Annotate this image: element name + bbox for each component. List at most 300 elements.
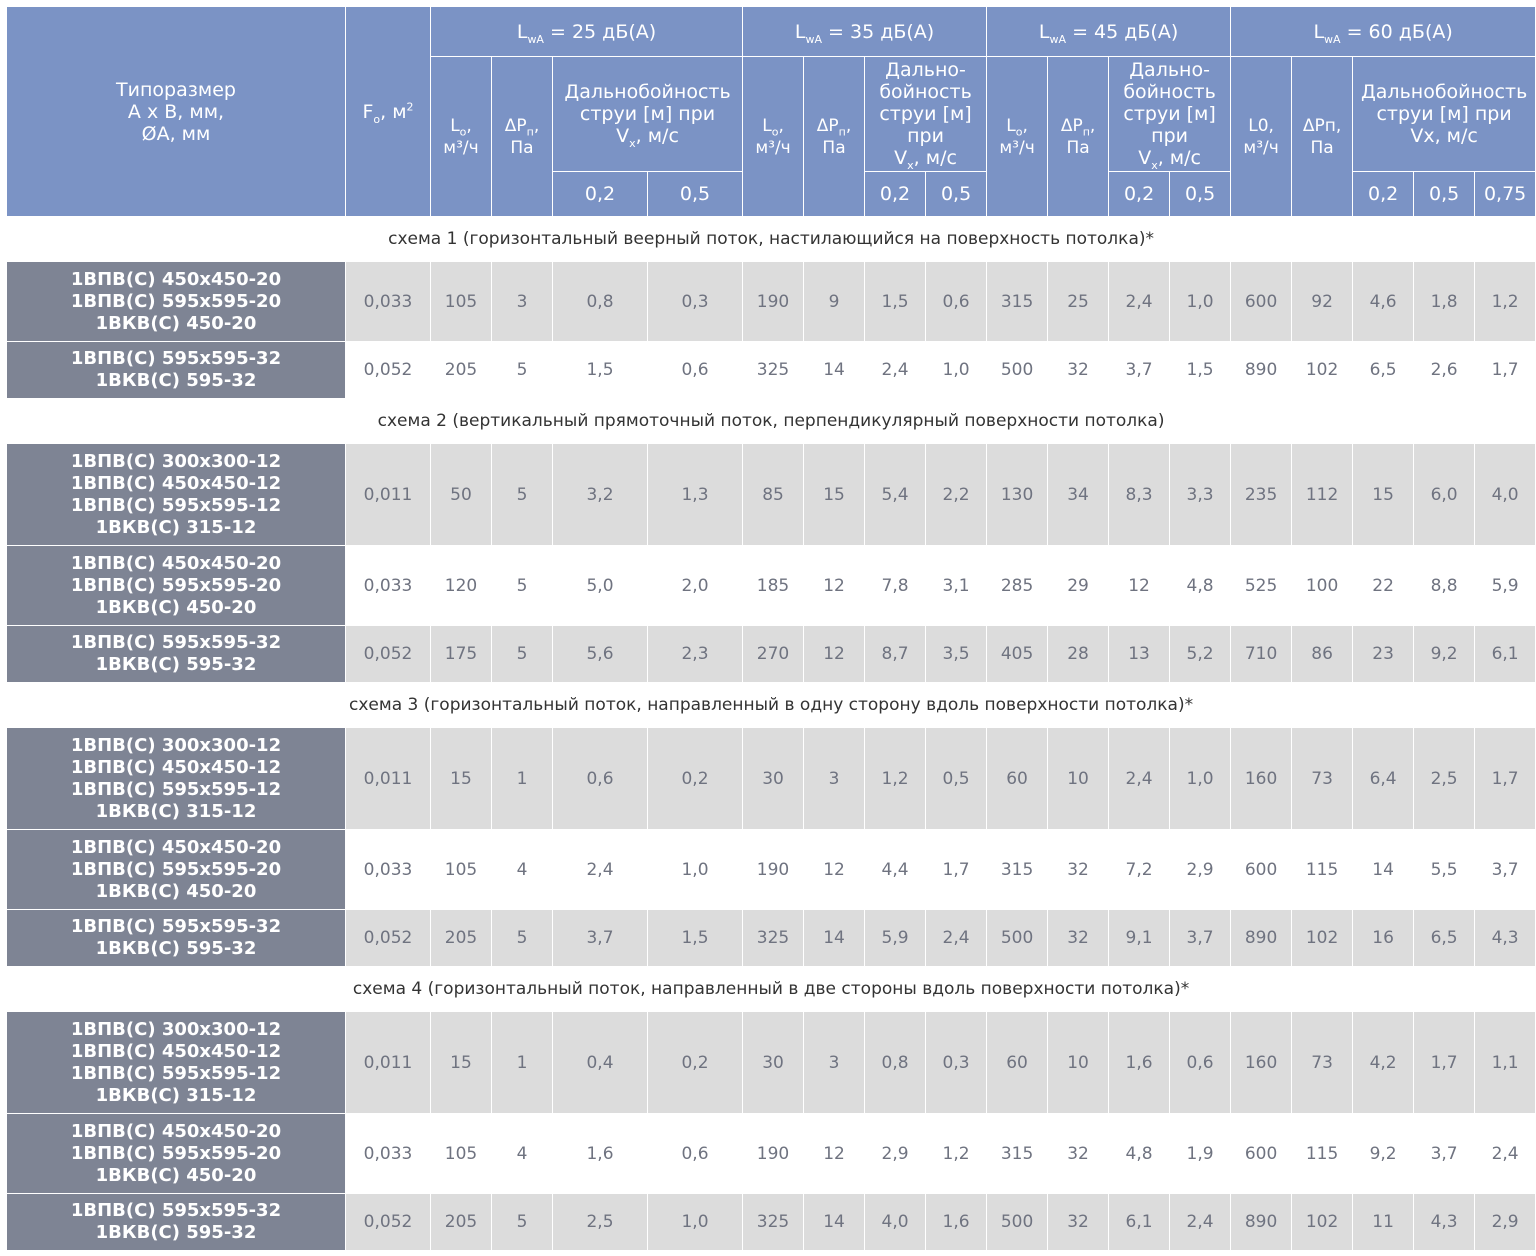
model-name-cell xyxy=(7,1194,346,1251)
model-name: 1ВПВ(С) 300х300-12 xyxy=(70,450,282,472)
flow-unit: м³/ч xyxy=(755,137,791,158)
value-cell: 2,9 xyxy=(865,1114,926,1194)
scheme-row xyxy=(7,683,1536,728)
value-cell: 5 xyxy=(492,546,553,626)
value-cell: 4,3 xyxy=(1414,1194,1475,1251)
value-cell: 1,9 xyxy=(1170,1114,1231,1194)
value-cell: 5,5 xyxy=(1414,830,1475,910)
flow-header xyxy=(987,57,1048,217)
group-rest: = 45 дБ(А) xyxy=(1066,20,1179,43)
range-v-sub: x xyxy=(907,158,914,172)
model-name: 1ВКВ(С) 315-12 xyxy=(95,1084,257,1106)
model-name: 1ВПВ(С) 595х595-32 xyxy=(70,1200,282,1221)
value-cell: 5,0 xyxy=(553,546,648,626)
range-header xyxy=(1353,57,1536,172)
velocity-header: 0,2 xyxy=(553,172,648,217)
value-cell: 10 xyxy=(1048,1012,1109,1114)
range-line: Vx, м/с xyxy=(1410,125,1478,147)
range-v-rest: , м/с xyxy=(635,125,679,147)
pressure-rest: , xyxy=(845,115,852,136)
value-cell: 1,5 xyxy=(648,910,743,967)
value-cell: 1,6 xyxy=(553,1114,648,1194)
noise-group-35 xyxy=(743,7,987,57)
table-row xyxy=(7,1194,1536,1251)
flow-header xyxy=(1231,57,1292,217)
value-cell: 3,7 xyxy=(1414,1114,1475,1194)
value-cell: 4,0 xyxy=(865,1194,926,1251)
group-sub: wA xyxy=(1324,32,1341,46)
value-cell: 0,3 xyxy=(926,1012,987,1114)
value-cell: 8,8 xyxy=(1414,546,1475,626)
range-line: струи [м] при xyxy=(1376,103,1512,125)
group-prefix: L xyxy=(516,20,528,43)
model-name: 1ВКВ(С) 315-12 xyxy=(95,800,257,822)
range-v: V xyxy=(616,125,630,147)
value-cell: 5,9 xyxy=(1475,546,1536,626)
model-name-cell xyxy=(7,262,346,342)
value-cell: 0,6 xyxy=(926,262,987,342)
table-row xyxy=(7,626,1536,683)
model-name-cell xyxy=(7,728,346,830)
value-cell: 6,0 xyxy=(1414,444,1475,546)
value-cell: 890 xyxy=(1231,910,1292,967)
table-row xyxy=(7,830,1536,910)
model-name: 1ВПВ(С) 595х595-20 xyxy=(70,1142,282,1164)
model-name: 1ВПВ(С) 450х450-12 xyxy=(70,472,282,494)
value-cell: 115 xyxy=(1292,1114,1353,1194)
value-cell: 8,7 xyxy=(865,626,926,683)
value-cell: 0,033 xyxy=(346,262,431,342)
range-v-sub: x xyxy=(1151,158,1158,172)
value-cell: 12 xyxy=(804,830,865,910)
model-name: 1ВПВ(С) 595х595-12 xyxy=(70,494,282,516)
flow-main: L xyxy=(1006,115,1016,136)
model-name: 1ВПВ(С) 450х450-12 xyxy=(70,1040,282,1062)
value-cell: 0,033 xyxy=(346,830,431,910)
range-line: при xyxy=(1151,125,1188,147)
model-name-cell xyxy=(7,1114,346,1194)
value-cell: 5,2 xyxy=(1170,626,1231,683)
value-cell: 6,4 xyxy=(1353,728,1414,830)
pressure-unit: Па xyxy=(1066,137,1090,158)
value-cell: 235 xyxy=(1231,444,1292,546)
value-cell: 8,3 xyxy=(1109,444,1170,546)
value-cell: 3,3 xyxy=(1170,444,1231,546)
model-name: 1ВКВ(С) 450-20 xyxy=(95,880,257,902)
value-cell: 205 xyxy=(431,342,492,399)
velocity-header: 0,5 xyxy=(1170,172,1231,217)
value-cell: 2,4 xyxy=(553,830,648,910)
model-name: 1ВПВ(С) 595х595-12 xyxy=(70,778,282,800)
model-name: 1ВПВ(С) 595х595-20 xyxy=(70,574,282,596)
value-cell: 15 xyxy=(1353,444,1414,546)
value-cell: 2,6 xyxy=(1414,342,1475,399)
value-cell: 12 xyxy=(804,626,865,683)
value-cell: 2,4 xyxy=(1475,1114,1536,1194)
flow-header xyxy=(431,57,492,217)
value-cell: 4,0 xyxy=(1475,444,1536,546)
value-cell: 32 xyxy=(1048,910,1109,967)
group-prefix: L xyxy=(1313,20,1325,43)
pressure-rest: , xyxy=(533,115,540,136)
pressure-header xyxy=(804,57,865,217)
range-v: V xyxy=(894,147,908,169)
value-cell: 5,9 xyxy=(865,910,926,967)
range-line: при xyxy=(907,125,944,147)
scheme-title: схема 4 (горизонтальный поток, направленный в две стороны вдоль поверхности потолка)* xyxy=(7,967,1536,1012)
value-cell: 190 xyxy=(743,830,804,910)
value-cell: 190 xyxy=(743,262,804,342)
velocity-header: 0,2 xyxy=(1353,172,1414,217)
scheme-title: схема 1 (горизонтальный веерный поток, настилающийся на поверхность потолка)* xyxy=(7,217,1536,262)
value-cell: 315 xyxy=(987,262,1048,342)
value-cell: 5 xyxy=(492,910,553,967)
value-cell: 10 xyxy=(1048,728,1109,830)
range-line: Дальнобойность xyxy=(1360,81,1528,103)
table-row xyxy=(7,444,1536,546)
value-cell: 3,7 xyxy=(553,910,648,967)
model-name: 1ВПВ(С) 595х595-20 xyxy=(70,858,282,880)
value-cell: 600 xyxy=(1231,830,1292,910)
table-row xyxy=(7,342,1536,399)
pressure-line: Па xyxy=(1310,137,1334,158)
flow-main: L xyxy=(450,115,460,136)
value-cell: 190 xyxy=(743,1114,804,1194)
model-name: 1ВПВ(С) 595х595-32 xyxy=(70,348,282,369)
value-cell: 6,1 xyxy=(1109,1194,1170,1251)
value-cell: 2,9 xyxy=(1170,830,1231,910)
value-cell: 32 xyxy=(1048,830,1109,910)
value-cell: 1,7 xyxy=(926,830,987,910)
group-prefix: L xyxy=(1038,20,1050,43)
value-cell: 2,4 xyxy=(1170,1194,1231,1251)
value-cell: 73 xyxy=(1292,728,1353,830)
value-cell: 0,052 xyxy=(346,342,431,399)
model-name: 1ВКВ(С) 450-20 xyxy=(95,596,257,618)
group-rest: = 25 дБ(А) xyxy=(543,20,657,43)
value-cell: 4,2 xyxy=(1353,1012,1414,1114)
value-cell: 205 xyxy=(431,1194,492,1251)
value-cell: 0,8 xyxy=(553,262,648,342)
value-cell: 1,2 xyxy=(1475,262,1536,342)
velocity-header: 0,5 xyxy=(1414,172,1475,217)
size-header-line: ØA, мм xyxy=(141,122,211,145)
value-cell: 6,1 xyxy=(1475,626,1536,683)
value-cell: 0,4 xyxy=(553,1012,648,1114)
value-cell: 0,2 xyxy=(648,1012,743,1114)
value-cell: 14 xyxy=(804,1194,865,1251)
value-cell: 0,6 xyxy=(648,1114,743,1194)
value-cell: 2,5 xyxy=(1414,728,1475,830)
value-cell: 4 xyxy=(492,830,553,910)
value-cell: 14 xyxy=(804,342,865,399)
group-sub: wA xyxy=(527,32,544,46)
value-cell: 3,2 xyxy=(553,444,648,546)
table-row xyxy=(7,262,1536,342)
range-v-sub: x xyxy=(629,136,636,150)
range-line: струи [м] xyxy=(879,103,972,125)
value-cell: 0,2 xyxy=(648,728,743,830)
value-cell: 2,3 xyxy=(648,626,743,683)
value-cell: 405 xyxy=(987,626,1048,683)
group-sub: wA xyxy=(1049,32,1067,46)
flow-sub: o xyxy=(1015,124,1023,138)
pressure-header xyxy=(1292,57,1353,217)
value-cell: 1,8 xyxy=(1414,262,1475,342)
range-line: бойность xyxy=(879,81,972,103)
scheme-row xyxy=(7,399,1536,444)
model-name: 1ВПВ(С) 595х595-32 xyxy=(70,916,282,937)
scheme-title: схема 3 (горизонтальный поток, направленный в одну сторону вдоль поверхности потолка)* xyxy=(7,683,1536,728)
pressure-main: ΔP xyxy=(504,115,527,136)
model-name: 1ВКВ(С) 450-20 xyxy=(95,1164,257,1186)
value-cell: 3 xyxy=(804,728,865,830)
value-cell: 1,5 xyxy=(1170,342,1231,399)
value-cell: 2,4 xyxy=(1109,728,1170,830)
value-cell: 2,4 xyxy=(926,910,987,967)
value-cell: 0,3 xyxy=(648,262,743,342)
value-cell: 0,052 xyxy=(346,1194,431,1251)
table-row xyxy=(7,546,1536,626)
model-name-cell xyxy=(7,626,346,683)
value-cell: 205 xyxy=(431,910,492,967)
value-cell: 1,5 xyxy=(865,262,926,342)
value-cell: 12 xyxy=(804,1114,865,1194)
value-cell: 14 xyxy=(804,910,865,967)
flow-line: L0, xyxy=(1248,115,1274,136)
value-cell: 890 xyxy=(1231,1194,1292,1251)
value-cell: 1 xyxy=(492,1012,553,1114)
value-cell: 11 xyxy=(1353,1194,1414,1251)
value-cell: 5 xyxy=(492,342,553,399)
value-cell: 6,5 xyxy=(1414,910,1475,967)
pressure-rest: , xyxy=(1089,115,1096,136)
value-cell: 5 xyxy=(492,1194,553,1251)
value-cell: 890 xyxy=(1231,342,1292,399)
value-cell: 3,7 xyxy=(1170,910,1231,967)
value-cell: 100 xyxy=(1292,546,1353,626)
value-cell: 15 xyxy=(431,728,492,830)
range-line: струи [м] при xyxy=(579,103,716,125)
value-cell: 325 xyxy=(743,1194,804,1251)
pressure-header xyxy=(492,57,553,217)
value-cell: 0,052 xyxy=(346,910,431,967)
model-name-cell xyxy=(7,1012,346,1114)
scheme-title: схема 2 (вертикальный прямоточный поток, перпендикулярный поверхности потолка) xyxy=(7,399,1536,444)
value-cell: 0,5 xyxy=(926,728,987,830)
value-cell: 5 xyxy=(492,444,553,546)
scheme-row xyxy=(7,967,1536,1012)
value-cell: 525 xyxy=(1231,546,1292,626)
value-cell: 710 xyxy=(1231,626,1292,683)
value-cell: 115 xyxy=(1292,830,1353,910)
model-name: 1ВКВ(С) 595-32 xyxy=(95,654,257,675)
value-cell: 3 xyxy=(804,1012,865,1114)
value-cell: 1,0 xyxy=(648,1194,743,1251)
flow-rest: , xyxy=(466,115,472,136)
value-cell: 12 xyxy=(1109,546,1170,626)
value-cell: 0,033 xyxy=(346,1114,431,1194)
pressure-unit: Па xyxy=(822,137,846,158)
value-cell: 2,2 xyxy=(926,444,987,546)
value-cell: 15 xyxy=(804,444,865,546)
value-cell: 1,6 xyxy=(926,1194,987,1251)
value-cell: 73 xyxy=(1292,1012,1353,1114)
value-cell: 2,4 xyxy=(1109,262,1170,342)
table-row xyxy=(7,1012,1536,1114)
value-cell: 9,2 xyxy=(1414,626,1475,683)
value-cell: 120 xyxy=(431,546,492,626)
value-cell: 0,6 xyxy=(553,728,648,830)
value-cell: 2,4 xyxy=(865,342,926,399)
velocity-header: 0,2 xyxy=(1109,172,1170,217)
model-name: 1ВПВ(С) 450х450-20 xyxy=(70,268,282,290)
value-cell: 600 xyxy=(1231,262,1292,342)
value-cell: 1,0 xyxy=(1170,728,1231,830)
value-cell: 102 xyxy=(1292,910,1353,967)
value-cell: 28 xyxy=(1048,626,1109,683)
value-cell: 600 xyxy=(1231,1114,1292,1194)
table-row xyxy=(7,728,1536,830)
range-header xyxy=(553,57,743,172)
value-cell: 9,2 xyxy=(1353,1114,1414,1194)
value-cell: 1,0 xyxy=(926,342,987,399)
value-cell: 0,8 xyxy=(865,1012,926,1114)
size-column-header xyxy=(7,7,346,217)
noise-group-25 xyxy=(431,7,743,57)
table-body xyxy=(7,217,1536,1251)
value-cell: 3,1 xyxy=(926,546,987,626)
area-column-header xyxy=(346,7,431,217)
range-line: бойность xyxy=(1123,81,1216,103)
flow-rest: , xyxy=(1022,115,1028,136)
value-cell: 185 xyxy=(743,546,804,626)
model-name: 1ВПВ(С) 595х595-32 xyxy=(70,632,282,653)
noise-group-60 xyxy=(1231,7,1536,57)
value-cell: 3,7 xyxy=(1109,342,1170,399)
value-cell: 1,7 xyxy=(1414,1012,1475,1114)
specification-table xyxy=(6,6,1536,1251)
value-cell: 14 xyxy=(1353,830,1414,910)
range-header xyxy=(865,57,987,172)
velocity-header: 0,5 xyxy=(648,172,743,217)
value-cell: 4,3 xyxy=(1475,910,1536,967)
group-rest: = 60 дБ(А) xyxy=(1340,20,1453,43)
value-cell: 160 xyxy=(1231,1012,1292,1114)
value-cell: 2,9 xyxy=(1475,1194,1536,1251)
value-cell: 102 xyxy=(1292,342,1353,399)
value-cell: 500 xyxy=(987,1194,1048,1251)
value-cell: 1,3 xyxy=(648,444,743,546)
range-line: Дально- xyxy=(885,59,966,81)
model-name: 1ВПВ(С) 595х595-20 xyxy=(70,290,282,312)
value-cell: 60 xyxy=(987,728,1048,830)
value-cell: 92 xyxy=(1292,262,1353,342)
value-cell: 270 xyxy=(743,626,804,683)
value-cell: 0,052 xyxy=(346,626,431,683)
range-header xyxy=(1109,57,1231,172)
value-cell: 315 xyxy=(987,1114,1048,1194)
scheme-row xyxy=(7,217,1536,262)
velocity-header: 0,5 xyxy=(926,172,987,217)
range-v-rest: , м/с xyxy=(913,147,957,169)
area-header-rest: , м xyxy=(380,100,407,123)
area-header-main: F xyxy=(362,100,374,123)
value-cell: 5,4 xyxy=(865,444,926,546)
value-cell: 34 xyxy=(1048,444,1109,546)
area-header-sup: 2 xyxy=(406,100,414,114)
flow-unit: м³/ч xyxy=(443,137,479,158)
model-name: 1ВКВ(С) 595-32 xyxy=(95,370,257,391)
value-cell: 102 xyxy=(1292,1194,1353,1251)
value-cell: 0,6 xyxy=(1170,1012,1231,1114)
model-name: 1ВПВ(С) 450х450-20 xyxy=(70,1120,282,1142)
value-cell: 4,4 xyxy=(865,830,926,910)
range-line: Дальнобойность xyxy=(564,81,731,103)
value-cell: 105 xyxy=(431,262,492,342)
value-cell: 500 xyxy=(987,910,1048,967)
model-name: 1ВКВ(С) 595-32 xyxy=(95,938,257,959)
group-prefix: L xyxy=(794,20,806,43)
value-cell: 86 xyxy=(1292,626,1353,683)
model-name: 1ВПВ(С) 300х300-12 xyxy=(70,1018,282,1040)
value-cell: 2,5 xyxy=(553,1194,648,1251)
value-cell: 112 xyxy=(1292,444,1353,546)
value-cell: 22 xyxy=(1353,546,1414,626)
pressure-main: ΔP xyxy=(1060,115,1083,136)
value-cell: 325 xyxy=(743,342,804,399)
range-v-rest: , м/с xyxy=(1157,147,1201,169)
value-cell: 325 xyxy=(743,910,804,967)
flow-unit: м³/ч xyxy=(999,137,1035,158)
noise-group-45 xyxy=(987,7,1231,57)
model-name-cell xyxy=(7,444,346,546)
value-cell: 6,5 xyxy=(1353,342,1414,399)
model-name-cell xyxy=(7,830,346,910)
value-cell: 1,6 xyxy=(1109,1012,1170,1114)
value-cell: 60 xyxy=(987,1012,1048,1114)
value-cell: 5 xyxy=(492,626,553,683)
value-cell: 32 xyxy=(1048,1194,1109,1251)
value-cell: 50 xyxy=(431,444,492,546)
pressure-header xyxy=(1048,57,1109,217)
value-cell: 30 xyxy=(743,1012,804,1114)
model-name: 1ВКВ(С) 595-32 xyxy=(95,1222,257,1243)
velocity-header: 0,75 xyxy=(1475,172,1536,217)
model-name-cell xyxy=(7,342,346,399)
value-cell: 15 xyxy=(431,1012,492,1114)
group-sub: wA xyxy=(805,32,822,46)
size-header-line: Типоразмер xyxy=(116,78,236,101)
pressure-sub: п xyxy=(838,124,846,138)
table-row xyxy=(7,1114,1536,1194)
pressure-unit: Па xyxy=(510,137,534,158)
model-name: 1ВКВ(С) 450-20 xyxy=(95,312,257,334)
model-name: 1ВПВ(С) 450х450-20 xyxy=(70,552,282,574)
value-cell: 16 xyxy=(1353,910,1414,967)
value-cell: 32 xyxy=(1048,1114,1109,1194)
flow-main: L xyxy=(762,115,772,136)
value-cell: 0,6 xyxy=(648,342,743,399)
value-cell: 1,7 xyxy=(1475,342,1536,399)
area-header-sub: o xyxy=(373,112,381,126)
value-cell: 1,0 xyxy=(1170,262,1231,342)
flow-sub: o xyxy=(771,124,779,138)
value-cell: 4,8 xyxy=(1109,1114,1170,1194)
value-cell: 30 xyxy=(743,728,804,830)
value-cell: 25 xyxy=(1048,262,1109,342)
value-cell: 105 xyxy=(431,830,492,910)
